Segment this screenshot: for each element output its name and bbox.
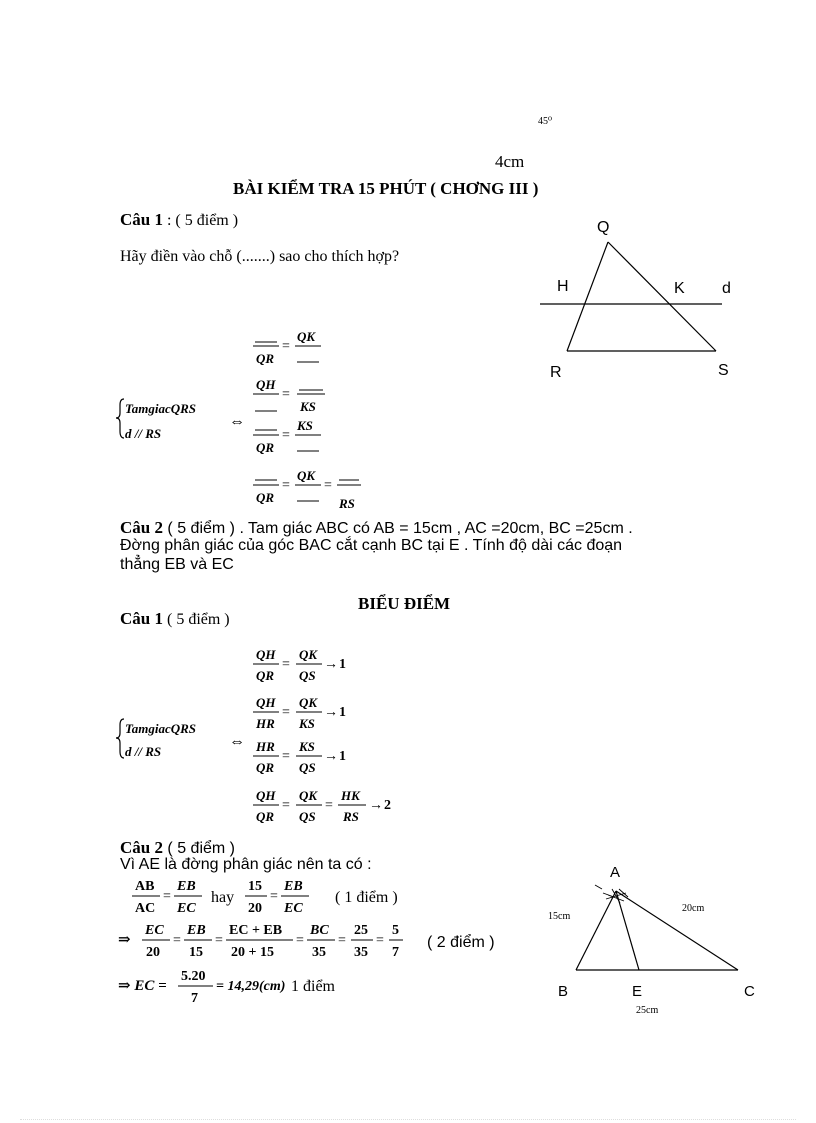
s2-score: ( 2 điểm ) [427, 934, 495, 951]
angle-label: 45⁰ [538, 116, 553, 127]
s3-num: 5.20 [181, 969, 206, 984]
s1-n1: AB [135, 879, 155, 894]
side-qr [567, 242, 608, 351]
s2-d3: 20 + 15 [231, 945, 274, 960]
s2-d2: 15 [189, 945, 203, 960]
s3-score: 1 điểm [291, 978, 335, 995]
ans-eq2-n2: QK [299, 695, 318, 710]
question2-line3: thẳng EB và EC [120, 556, 234, 573]
s2-n3: EC + EB [229, 923, 283, 938]
scoring-title: BIỂU ĐIỂM [358, 594, 451, 613]
ans-eq4-d3: RS [343, 809, 359, 824]
s1-hay: hay [211, 889, 235, 906]
eq3-d1: QR [256, 440, 275, 455]
ans-eq1-d1: QR [256, 668, 275, 683]
figure-triangle-abc [540, 855, 770, 1025]
ans-eq1-n1: QH [256, 647, 276, 662]
ans-eq3-n1: HR [256, 739, 275, 754]
answer-system-line1: TamgiacQRS [125, 721, 197, 736]
ans-eq3-equals: = [282, 749, 290, 764]
ans-eq2-equals: = [282, 705, 290, 720]
eq4-equals1: = [282, 478, 290, 493]
answer1-heading [120, 609, 230, 629]
eq2-d2: KS [300, 399, 316, 414]
figure-triangle-qrs [530, 210, 750, 385]
vertex-s: S [718, 362, 729, 379]
s1-n4: EB [284, 879, 303, 894]
s2-n2: EB [187, 923, 206, 938]
question2-line1 [120, 518, 633, 538]
system-line2: d // RS [125, 426, 162, 441]
answer2-points: ( 5 điểm ) [162, 840, 235, 857]
s2-eq5: = [376, 933, 384, 948]
question2-text1: ( 5 điểm ) . Tam giác ABC có AB = 15cm , AC =20cm, BC =25cm . [162, 520, 633, 537]
line-d-label: d [722, 280, 731, 297]
ans-eq1-arrow: → [324, 657, 338, 672]
length-ab: 15cm [548, 911, 571, 922]
point-k: K [674, 280, 685, 297]
s1-d4: EC [284, 901, 303, 916]
s2-n5: 25 [354, 923, 368, 938]
question1-label: Câu 1 [120, 210, 163, 229]
ans-eq4-arrow: → [369, 798, 383, 813]
length-bc: 25cm [636, 1005, 659, 1016]
question1-heading [120, 210, 238, 230]
point-h: H [557, 278, 569, 295]
s3-result: = 14,29(cm) [216, 979, 286, 994]
side-ab [576, 891, 616, 970]
s1-d1: AC [135, 901, 156, 916]
s2-n6: 5 [392, 923, 399, 938]
eq3-equals: = [282, 428, 290, 443]
ans-eq4-equals1: = [282, 798, 290, 813]
s1-score: ( 1 điểm ) [335, 889, 398, 906]
s2-eq1: = [173, 933, 181, 948]
eq4-n2: QK [297, 468, 316, 483]
ans-eq2-n1: QH [256, 695, 276, 710]
eq4-d1: QR [256, 490, 275, 505]
ans-eq3-arrow: → [324, 749, 338, 764]
s1-equals1: = [163, 889, 171, 904]
ans-eq4-score: 2 [384, 798, 391, 813]
s2-n1: EC [145, 923, 164, 938]
s1-n3: 15 [248, 879, 262, 894]
brace [116, 399, 124, 438]
length-ac: 20cm [682, 903, 705, 914]
answer1-label: Câu 1 [120, 609, 163, 628]
eq1-d1: QR [256, 351, 275, 366]
ans-eq4-d2: QS [299, 809, 316, 824]
s3-den: 7 [191, 991, 198, 1006]
s1-equals2: = [270, 889, 278, 904]
point-e: E [632, 983, 643, 1000]
question2-line2: Đờng phân giác của góc BAC cắt cạnh BC tại E . Tính độ dài các đoạn [120, 537, 623, 554]
ans-eq2-d2: KS [299, 716, 315, 731]
question1-points: : ( 5 điểm ) [162, 212, 239, 229]
ans-eq3-score: 1 [339, 749, 346, 764]
ans-eq3-n2: KS [299, 739, 315, 754]
brace [116, 719, 124, 758]
length-label: 4cm [495, 152, 525, 171]
vertex-r: R [550, 364, 562, 381]
question2-label: Câu 2 [120, 518, 163, 537]
answer1-points: ( 5 điểm ) [162, 611, 230, 628]
ans-eq4-equals2: = [325, 798, 333, 813]
answer1-system [115, 640, 415, 840]
question1-instruction: Hãy điền vào chỗ (.......) sao cho thích hợp? [120, 248, 400, 265]
s2-d6: 7 [392, 945, 399, 960]
vertex-a: A [610, 864, 621, 881]
ans-eq1-n2: QK [299, 647, 318, 662]
page-title: BÀI KIỂM TRA 15 PHÚT ( CHƠNG III ) [233, 179, 539, 198]
side-qs [608, 242, 716, 351]
answer2-heading [120, 838, 235, 858]
question1-system [115, 320, 375, 520]
vertex-q: Q [597, 219, 610, 236]
ans-eq1-equals: = [282, 657, 290, 672]
ans-eq2-arrow: → [324, 705, 338, 720]
eq2-n1: QH [256, 377, 276, 392]
page-bottom-divider [20, 1119, 796, 1120]
s1-d3: 20 [248, 901, 262, 916]
ans-eq1-score: 1 [339, 657, 346, 672]
s2-d5: 35 [354, 945, 368, 960]
eq3-n2: KS [297, 418, 313, 433]
ans-eq2-d1: HR [256, 716, 275, 731]
eq4-equals2: = [324, 478, 332, 493]
ans-eq4-n1: QH [256, 788, 276, 803]
ans-eq3-d1: QR [256, 760, 275, 775]
answer2-steps [115, 872, 535, 1012]
equiv-sign: ⇔ [229, 413, 245, 430]
s1-d2: EC [177, 901, 196, 916]
vertex-b: B [558, 983, 569, 1000]
s3-lhs: ⇒ EC = [118, 978, 167, 994]
answer2-reason: Vì AE là đờng phân giác nên ta có : [120, 856, 372, 873]
ans-eq1-d2: QS [299, 668, 316, 683]
answer2-label: Câu 2 [120, 838, 163, 857]
s2-implies: ⇒ [118, 932, 131, 948]
vertex-c: C [744, 983, 755, 1000]
answer-system-line2: d // RS [125, 744, 162, 759]
ans-eq3-d2: QS [299, 760, 316, 775]
s2-eq3: = [296, 933, 304, 948]
eq2-equals: = [282, 387, 290, 402]
s2-eq4: = [338, 933, 346, 948]
eq1-n2: QK [297, 329, 316, 344]
s2-eq2: = [215, 933, 223, 948]
answer-equiv-sign: ⇔ [229, 733, 245, 750]
s1-n2: EB [177, 879, 196, 894]
ans-eq4-d1: QR [256, 809, 275, 824]
ans-eq2-score: 1 [339, 705, 346, 720]
system-line1: TamgiacQRS [125, 401, 197, 416]
s2-d1: 20 [146, 945, 160, 960]
ans-eq4-n2: QK [299, 788, 318, 803]
side-ac [616, 891, 738, 970]
ans-eq4-n3: HK [341, 788, 360, 803]
s2-n4: BC [310, 923, 329, 938]
s2-d4: 35 [312, 945, 326, 960]
eq4-d3: RS [339, 496, 355, 511]
eq1-equals: = [282, 339, 290, 354]
